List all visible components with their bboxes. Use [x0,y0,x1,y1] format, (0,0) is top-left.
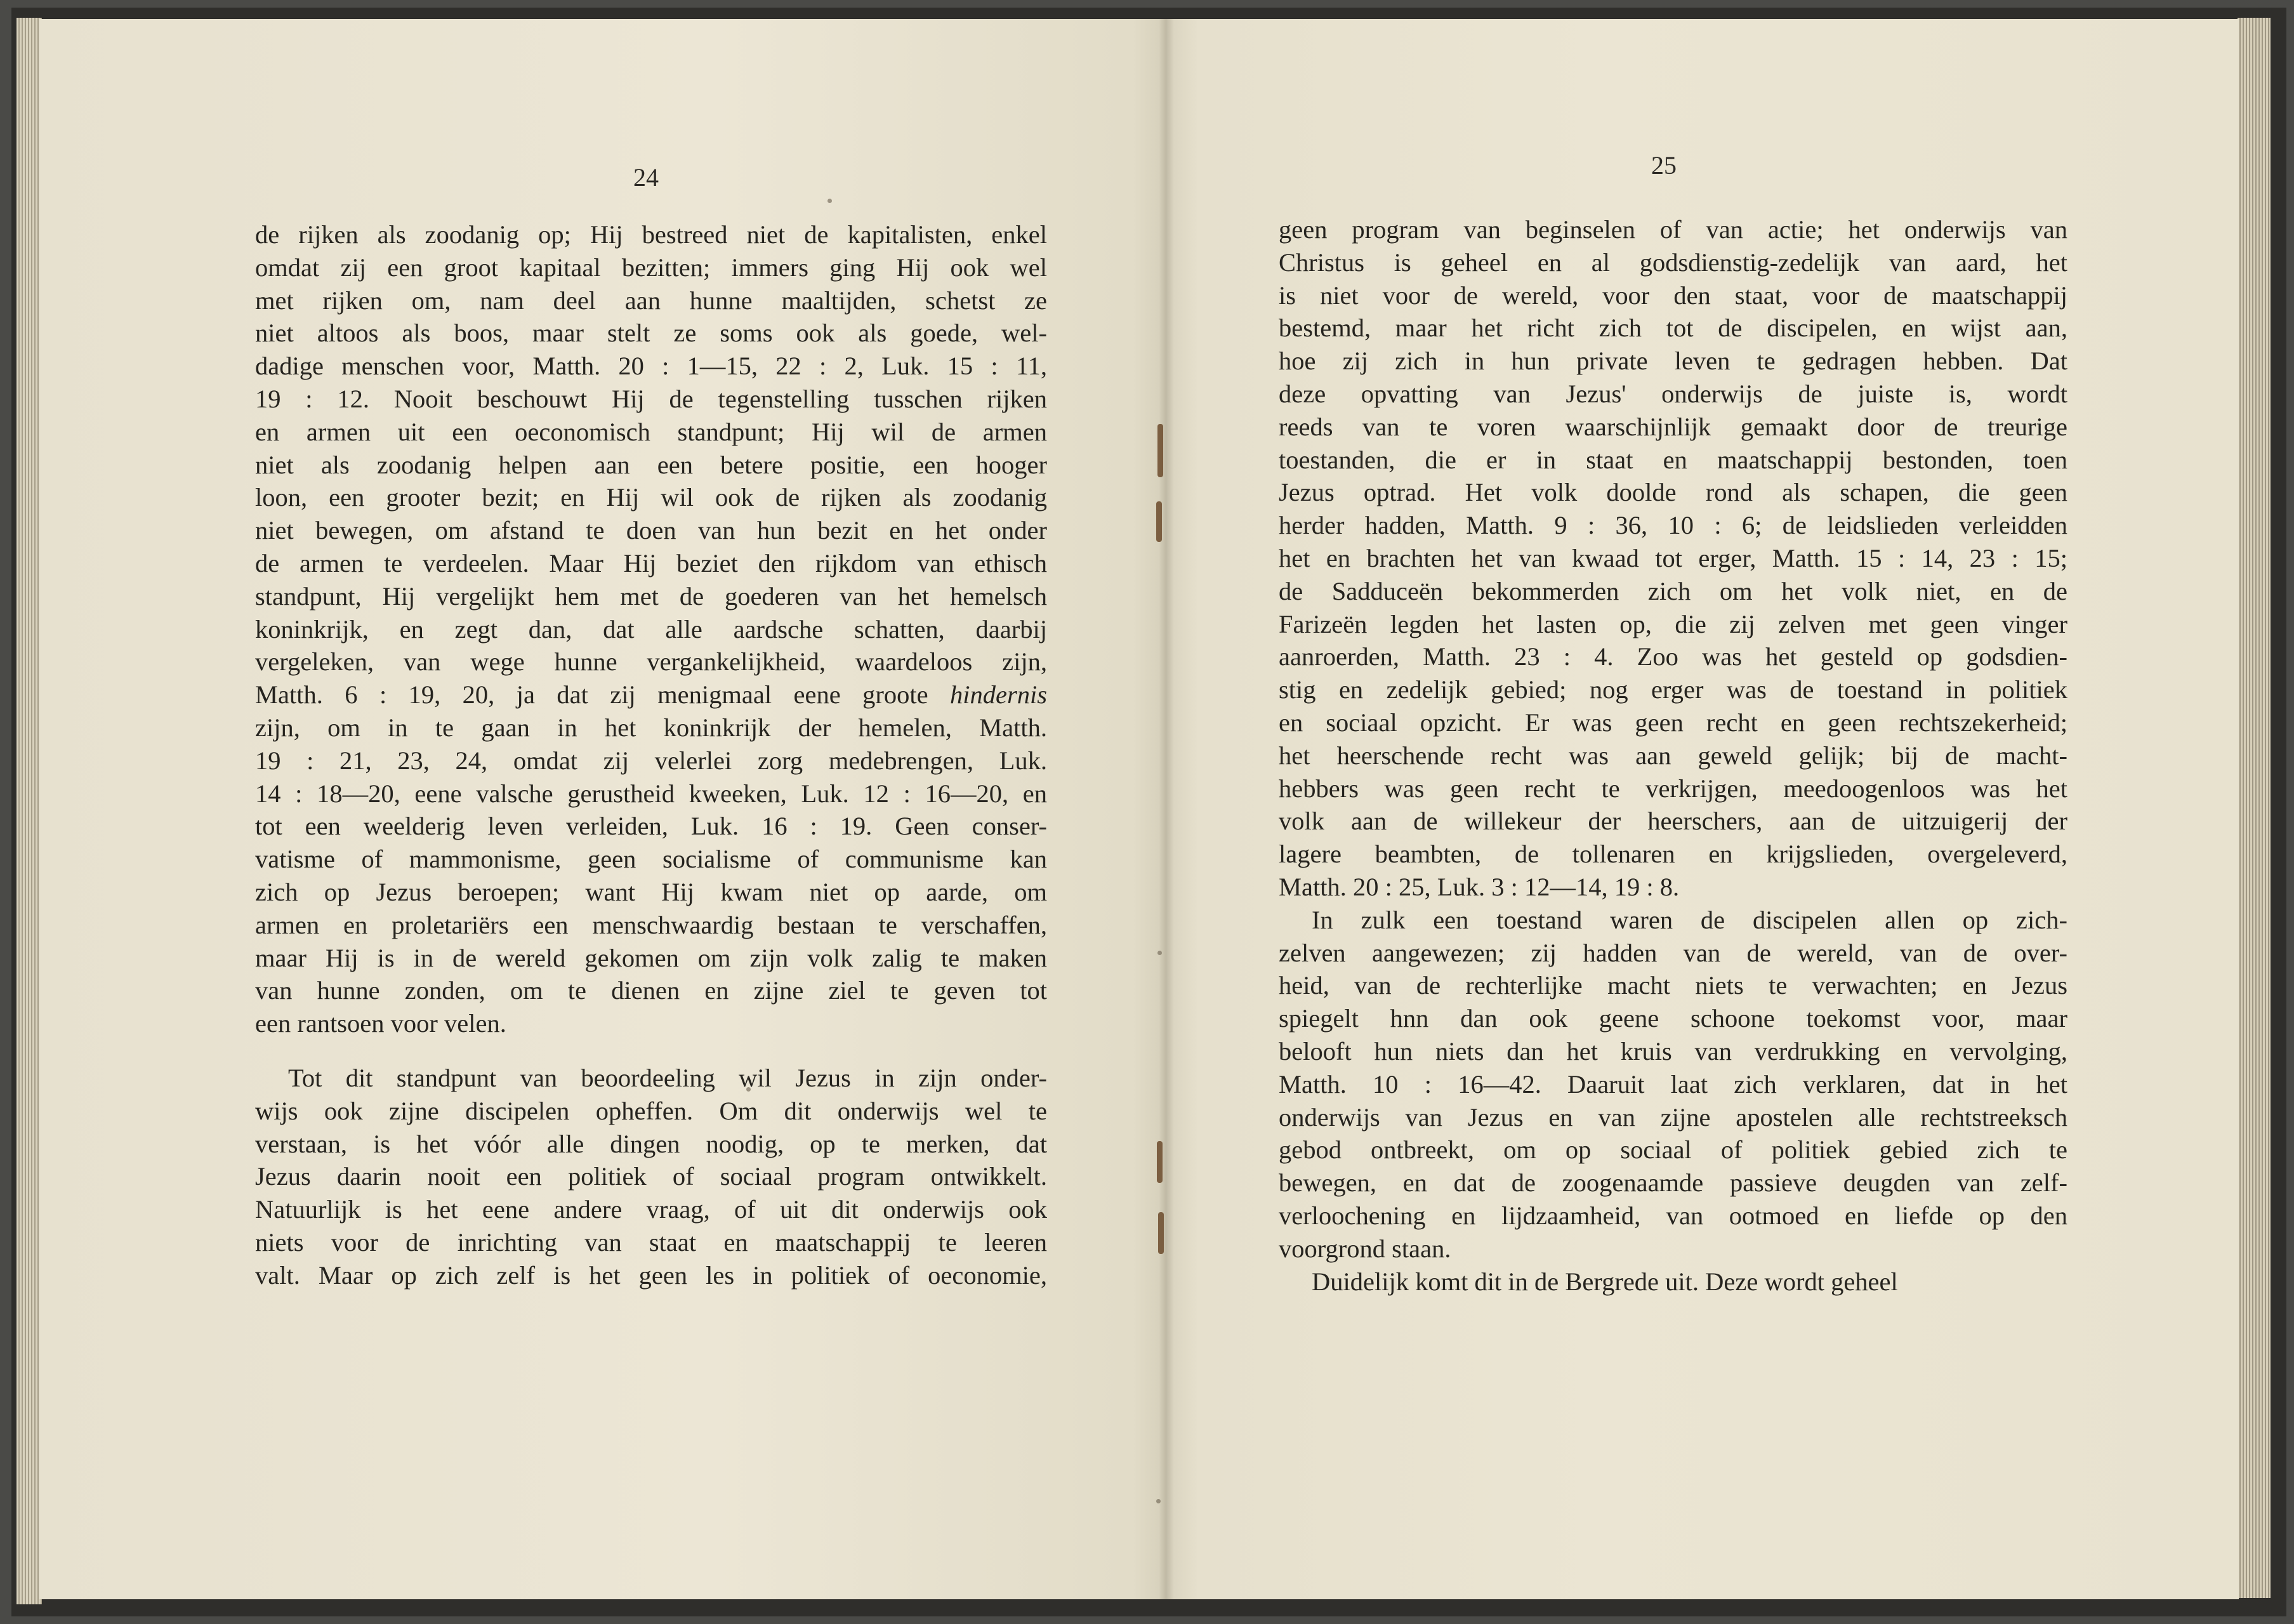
text-line: lagere beambten, de tollenaren en krijgslieden, overgeleverd, [1279,840,2067,869]
text-line: van hunne zonden, om te dienen en zijne ziel te geven tot [255,976,1047,1005]
text-line: voorgrond staan. [1279,1234,1451,1263]
paper-speck [1156,1499,1161,1503]
left-paragraph-1 [255,218,1047,1040]
text-line: spiegelt hnn dan ook geene schoone toekomst voor, maar [1279,1004,2067,1033]
text-line: Christus is geheel en al godsdienstig-zedelijk van aard, het [1279,248,2067,277]
text-line: het heerschende recht was aan geweld gelijk; bij de macht- [1279,741,2067,770]
text-line: maar Hij is in de wereld gekomen om zijn volk zalig te maken [255,943,1047,972]
text-line: Farizeën legden het lasten op, die zij zelven met geen vinger [1279,609,2067,638]
text-line: de armen te verdeelen. Maar Hij beziet den rijkdom van ethisch [255,548,1047,578]
text-line: belooft hun niets dan het kruis van verdrukking en vervolging, [1279,1036,2067,1066]
text-line: geen program van beginselen of van actie; het onderwijs van [1279,215,2067,244]
text-line: bewegen, en dat de zoogenaamde passieve deugden van zelf- [1279,1168,2067,1198]
emphasized-word: hindernis [949,680,1047,710]
text-line: vergeleken, van wege hunne vergankelijkheid, waardeloos zijn, [255,647,1047,677]
text-line: een rantsoen voor velen. [255,1009,506,1038]
text-line: vatisme of mammonisme, geen socialisme of communisme kan [255,845,1047,874]
text-line: standpunt, Hij vergelijkt hem met de goederen van het hemelsch [255,581,1047,611]
text-line: Natuurlijk is het eene andere vraag, of uit dit onderwijs ook [255,1195,1047,1224]
text-line: verloochening en lijdzaamheid, van ootmoed en liefde op den [1279,1201,2067,1230]
left-text-column [255,218,1047,1292]
text-line: bestemd, maar het richt zich tot de discipelen, en wijst aan, [1279,314,2067,343]
text-line: Matth. 20 : 25, Luk. 3 : 12—14, 19 : 8. [1279,872,1680,901]
text-line: koninkrijk, en zegt dan, dat alle aardsche schatten, daarbij [255,614,1047,644]
text-line: volk aan de willekeur der heerschers, aan de uitzuigerij der [1279,807,2067,836]
text-line: hebbers was geen recht te verkrijgen, meedoogenloos was het [1279,774,2067,803]
text-line: niets voor de inrichting van staat en maatschappij te leeren [255,1227,1047,1257]
text-line: aanroerden, Matth. 23 : 4. Zoo was het gesteld op godsdien- [1279,642,2067,671]
text-line: loon, een grooter bezit; en Hij wil ook de rijken als zoodanig [255,483,1047,512]
text-line: 19 : 12. Nooit beschouwt Hij de tegenstelling tusschen rijken [255,384,1047,413]
text-line: 19 : 21, 23, 24, omdat zij velerlei zorg medebrengen, Luk. [255,746,1047,775]
right-paragraphs [1279,213,2067,1298]
text-line: 14 : 18—20, eene valsche gerustheid kweeken, Luk. 12 : 16—20, en [255,779,1047,808]
text-line: omdat zij een groot kapitaal bezitten; immers ging Hij ook wel [255,253,1047,282]
text-line: niet als zoodanig helpen aan een betere positie, een hooger [255,450,1047,479]
text-line: toestanden, die er in staat en maatschappij bestonden, toen [1279,445,2067,474]
text-line: herder hadden, Matth. 9 : 36, 10 : 6; de leidslieden verleidden [1279,511,2067,540]
text-line: zelven aangewezen; zij hadden van de wereld, van de over- [1279,938,2067,967]
text-line: In zulk een toestand waren de discipelen allen op zich- [1312,905,2067,934]
text-line: verstaan, is het vóór alle dingen noodig, op te merken, dat [255,1129,1047,1158]
text-line: de Sadduceën bekommerden zich om het volk niet, en de [1279,576,2067,605]
text-line: reeds van te voren waarschijnlijk gemaakt door de treurige [1279,412,2067,441]
page-edges-left [16,18,42,1604]
stain-mark [1157,424,1163,477]
text-line: deze opvatting van Jezus' onderwijs de juiste is, wordt [1279,379,2067,408]
text-line: het en brachten het van kwaad tot erger, Matth. 15 : 14, 23 : 15; [1279,543,2067,572]
paragraph-break [255,1040,1047,1062]
stain-mark [1156,501,1162,542]
text-line: is niet voor de wereld, voor den staat, voor de maatschappij [1279,281,2067,310]
paper-speck [1157,951,1162,955]
text-line: Jezus optrad. Het volk doolde rond als schapen, die geen [1279,478,2067,507]
text-line: Duidelijk komt dit in de Bergrede uit. Deze wordt geheel [1312,1267,1898,1296]
page-number-right: 25 [1651,151,1677,180]
text-line: stig en zedelijk gebied; nog erger was de toestand in politiek [1279,675,2067,704]
text-line: heid, van de rechterlijke macht niets te verwachten; en Jezus [1279,971,2067,1000]
text-line: Matth. 6 : 19, 20, ja dat zij menigmaal eene groote hindernis [255,680,1047,710]
text-line: de rijken als zoodanig op; Hij bestreed niet de kapitalisten, enkel [255,220,1047,249]
left-paragraph-2 [255,1062,1047,1292]
text-line: met rijken om, nam deel aan hunne maaltijden, schetst ze [255,286,1047,315]
text-line: en sociaal opzicht. Er was geen recht en geen rechtszekerheid; [1279,708,2067,737]
text-line: Jezus daarin nooit een politiek of sociaal program ontwikkelt. [255,1162,1047,1191]
paper-speck [827,199,832,203]
right-text-column [1279,213,2067,1298]
text-line: zich op Jezus beroepen; want Hij kwam niet op aarde, om [255,877,1047,906]
text-line: en armen uit een oeconomisch standpunt; Hij wil de armen [255,417,1047,446]
book-gutter [1159,19,1174,1599]
text-line: hoe zij zich in hun private leven te gedragen hebben. Dat [1279,347,2067,376]
text-line: wijs ook zijne discipelen opheffen. Om dit onderwijs wel te [255,1096,1047,1125]
stain-mark [1158,1212,1164,1254]
page-number-left: 24 [633,163,659,192]
page-edges-right [2238,18,2271,1598]
text-line: dadige menschen voor, Matth. 20 : 1—15, 22 : 2, Luk. 15 : 11, [255,352,1047,381]
text-line: niet altoos als boos, maar stelt ze soms ook als goede, wel- [255,319,1047,348]
text-line: zijn, om in te gaan in het koninkrijk der hemelen, Matth. [255,713,1047,742]
text-line: valt. Maar op zich zelf is het geen les in politiek of oeconomie, [255,1260,1047,1290]
text-line: onderwijs van Jezus en van zijne apostelen alle rechtstreeksch [1279,1102,2067,1132]
text-line: gebod ontbreekt, om op sociaal of politiek gebied zich te [1279,1135,2067,1165]
text-line: Matth. 10 : 16—42. Daaruit laat zich verklaren, dat in het [1279,1069,2067,1099]
text-line: Tot dit standpunt van beoordeeling wil Jezus in zijn onder- [288,1063,1047,1092]
text-line: niet bewegen, om afstand te doen van hun bezit en het onder [255,516,1047,545]
stain-mark [1157,1141,1163,1183]
text-line: armen en proletariërs een menschwaardig bestaan te verschaffen, [255,910,1047,939]
text-line: tot een weelderig leven verleiden, Luk. 16 : 19. Geen conser- [255,812,1047,841]
